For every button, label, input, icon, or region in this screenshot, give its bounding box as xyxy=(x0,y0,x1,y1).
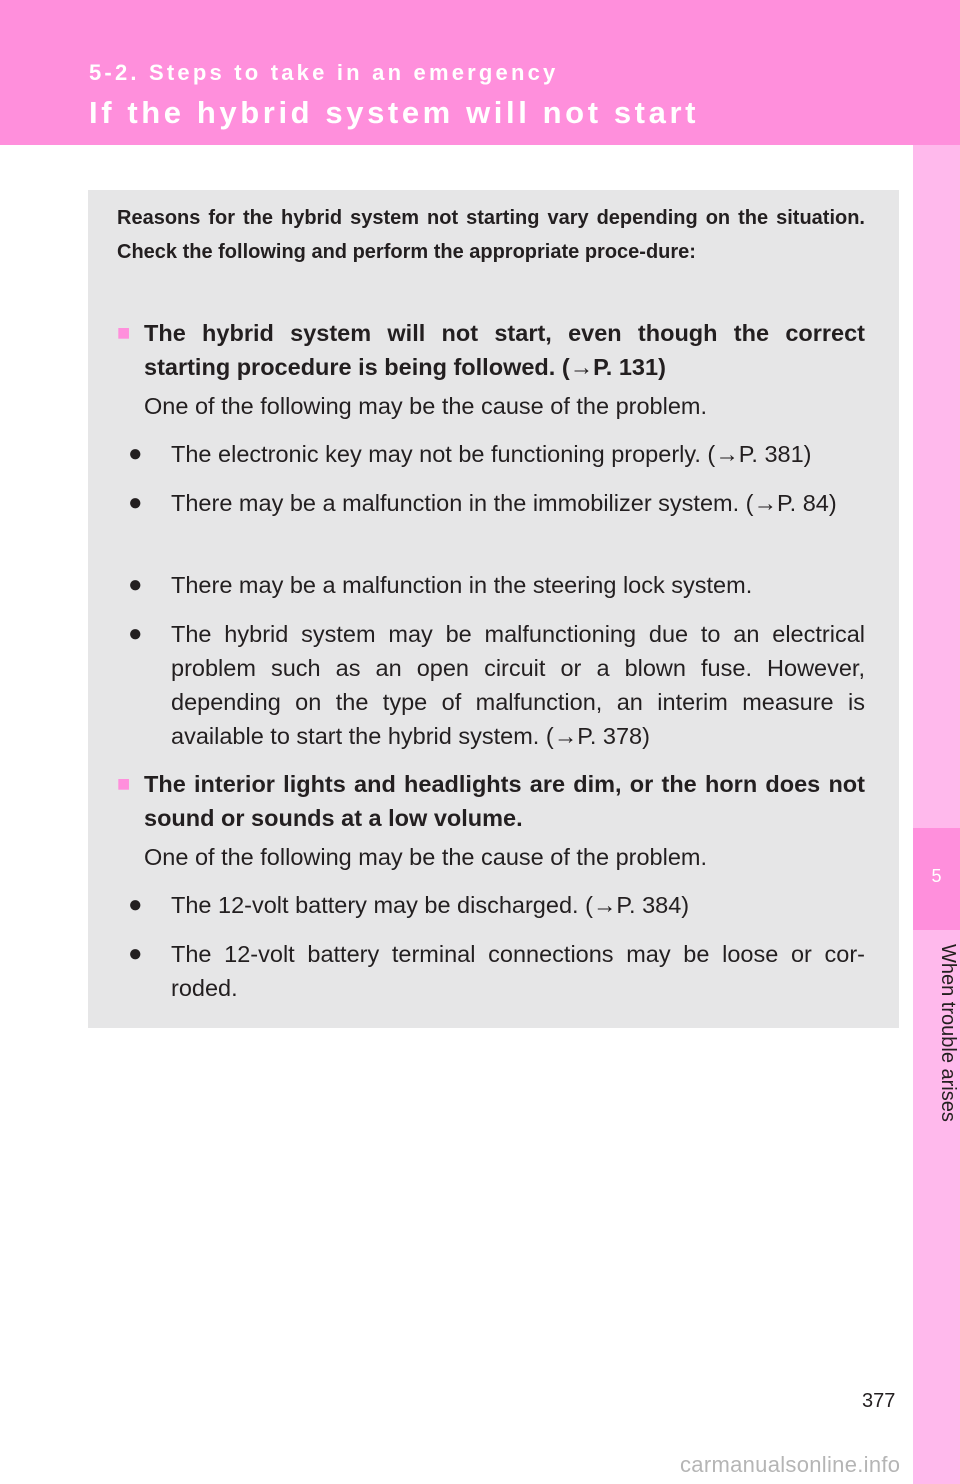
section-lead-text: One of the following may be the cause of the problem. xyxy=(144,844,708,870)
bullet-dot-icon: ● xyxy=(128,620,143,647)
list-item xyxy=(128,617,865,753)
list-item-text: The 12-volt battery terminal connections may be loose or cor-roded. xyxy=(171,941,865,1001)
bullet-dot-icon: ● xyxy=(128,489,143,516)
bullet-dot-icon: ● xyxy=(128,891,143,918)
section-label: 5-2. Steps to take in an emergency xyxy=(89,60,559,85)
section-heading xyxy=(117,767,865,835)
list-item xyxy=(128,437,865,471)
page-number: 377 xyxy=(862,1390,896,1412)
page-title: If the hybrid system will not start xyxy=(89,95,700,130)
chapter-side-tab xyxy=(913,145,960,1484)
list-item xyxy=(128,937,865,1005)
section-lead-text: One of the following may be the cause of the problem. xyxy=(144,393,708,419)
square-bullet-icon: ■ xyxy=(117,771,131,796)
list-item xyxy=(128,888,865,922)
section-heading xyxy=(117,316,865,384)
chapter-header xyxy=(0,0,960,145)
bullet-dot-icon: ● xyxy=(128,571,143,598)
list-item-text: There may be a malfunction in the steering lock system. xyxy=(171,572,753,598)
section-heading-text: The interior lights and headlights are dim, or the horn does not sound or sounds at a low volume. xyxy=(144,771,865,831)
list-item-text: The 12-volt battery may be discharged. (→P. 384) xyxy=(171,892,690,918)
list-item-text: The hybrid system may be malfunctioning due to an electrical problem such as an open circuit or a blown fuse. However, depending on the type of malfunction, an interim measure is available to start the hybrid system. (→P. 378) xyxy=(171,621,865,749)
list-item-text: There may be a malfunction in the immobilizer system. (→P. 84) xyxy=(171,490,837,516)
bullet-dot-icon: ● xyxy=(128,440,143,467)
list-item-text: The electronic key may not be functioning properly. (→P. 381) xyxy=(171,441,812,467)
square-bullet-icon: ■ xyxy=(117,320,131,345)
chapter-side-label: When trouble arises xyxy=(937,944,959,1122)
list-item xyxy=(128,486,865,520)
bullet-dot-icon: ● xyxy=(128,940,143,967)
intro-text: Reasons for the hybrid system not starting vary depending on the situation. Check the following and perform the appropriate proce-dure: xyxy=(117,207,865,263)
chapter-number-tab[interactable]: 5 xyxy=(913,828,960,930)
list-item xyxy=(128,568,865,602)
section-heading-text: The hybrid system will not start, even though the correct starting procedure is being followed. (→P. 131) xyxy=(144,320,865,380)
watermark: carmanualsonline.info xyxy=(680,1452,901,1477)
